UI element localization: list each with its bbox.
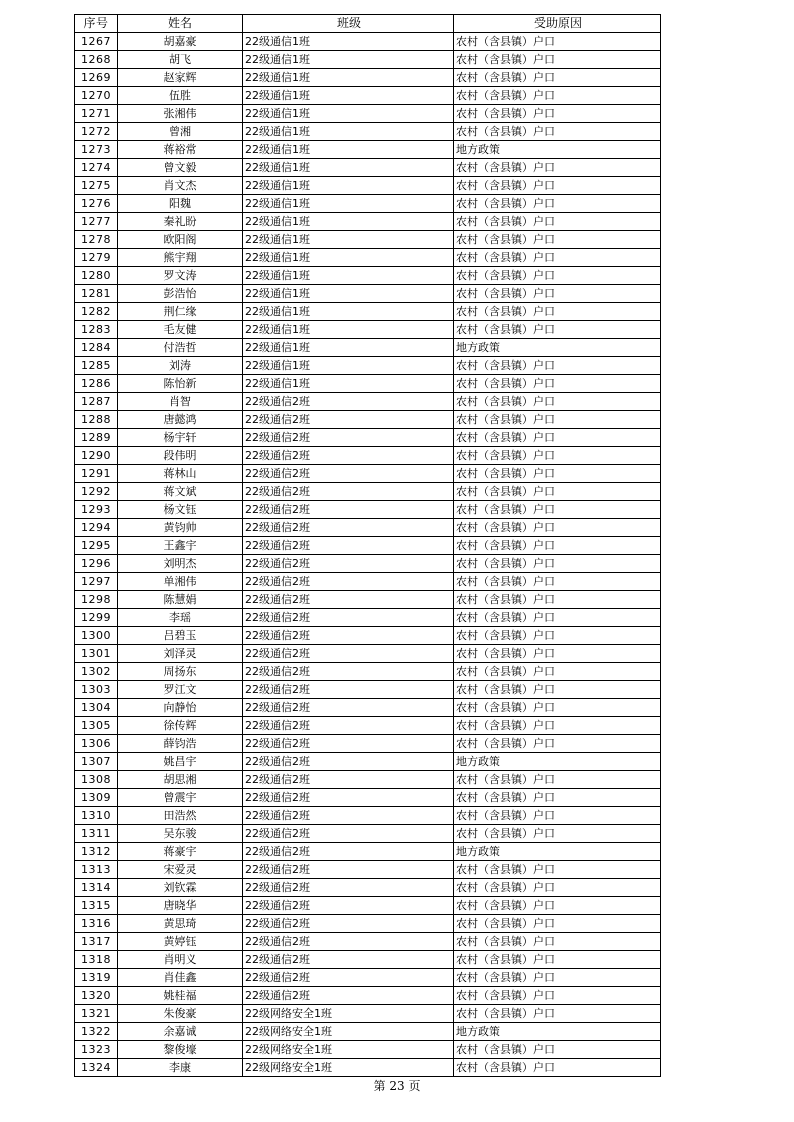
cell-serial-no: 1283 bbox=[75, 321, 118, 339]
cell-name: 蒋裕常 bbox=[118, 141, 243, 159]
cell-name: 胡思湘 bbox=[118, 771, 243, 789]
cell-name: 黄钧帅 bbox=[118, 519, 243, 537]
cell-aid-reason: 农村（含县镇）户口 bbox=[454, 375, 661, 393]
cell-serial-no: 1315 bbox=[75, 897, 118, 915]
cell-aid-reason: 地方政策 bbox=[454, 141, 661, 159]
cell-class: 22级通信2班 bbox=[243, 411, 454, 429]
cell-class: 22级通信2班 bbox=[243, 609, 454, 627]
cell-aid-reason: 农村（含县镇）户口 bbox=[454, 735, 661, 753]
cell-aid-reason: 农村（含县镇）户口 bbox=[454, 51, 661, 69]
cell-name: 唐晓华 bbox=[118, 897, 243, 915]
cell-class: 22级通信2班 bbox=[243, 969, 454, 987]
cell-class: 22级通信2班 bbox=[243, 537, 454, 555]
cell-aid-reason: 农村（含县镇）户口 bbox=[454, 681, 661, 699]
cell-aid-reason: 农村（含县镇）户口 bbox=[454, 717, 661, 735]
cell-aid-reason: 农村（含县镇）户口 bbox=[454, 195, 661, 213]
cell-serial-no: 1277 bbox=[75, 213, 118, 231]
cell-serial-no: 1297 bbox=[75, 573, 118, 591]
cell-aid-reason: 农村（含县镇）户口 bbox=[454, 501, 661, 519]
table-row bbox=[75, 519, 661, 537]
table-row bbox=[75, 321, 661, 339]
cell-serial-no: 1301 bbox=[75, 645, 118, 663]
cell-class: 22级通信2班 bbox=[243, 681, 454, 699]
cell-serial-no: 1308 bbox=[75, 771, 118, 789]
table-row bbox=[75, 537, 661, 555]
table-row bbox=[75, 141, 661, 159]
cell-class: 22级通信2班 bbox=[243, 771, 454, 789]
cell-class: 22级网络安全1班 bbox=[243, 1005, 454, 1023]
cell-name: 肖明义 bbox=[118, 951, 243, 969]
cell-name: 段伟明 bbox=[118, 447, 243, 465]
cell-name: 朱俊豪 bbox=[118, 1005, 243, 1023]
table-row bbox=[75, 285, 661, 303]
cell-aid-reason: 农村（含县镇）户口 bbox=[454, 69, 661, 87]
cell-aid-reason: 农村（含县镇）户口 bbox=[454, 1041, 661, 1059]
cell-serial-no: 1289 bbox=[75, 429, 118, 447]
cell-name: 张湘伟 bbox=[118, 105, 243, 123]
cell-serial-no: 1269 bbox=[75, 69, 118, 87]
cell-serial-no: 1318 bbox=[75, 951, 118, 969]
cell-serial-no: 1296 bbox=[75, 555, 118, 573]
table-row bbox=[75, 699, 661, 717]
cell-name: 黎俊壕 bbox=[118, 1041, 243, 1059]
cell-name: 肖佳鑫 bbox=[118, 969, 243, 987]
cell-serial-no: 1323 bbox=[75, 1041, 118, 1059]
cell-class: 22级通信2班 bbox=[243, 447, 454, 465]
cell-name: 向静怡 bbox=[118, 699, 243, 717]
cell-class: 22级通信2班 bbox=[243, 501, 454, 519]
cell-serial-no: 1304 bbox=[75, 699, 118, 717]
cell-aid-reason: 农村（含县镇）户口 bbox=[454, 249, 661, 267]
table-row bbox=[75, 591, 661, 609]
cell-class: 22级网络安全1班 bbox=[243, 1059, 454, 1077]
cell-class: 22级通信1班 bbox=[243, 51, 454, 69]
cell-name: 宋爱灵 bbox=[118, 861, 243, 879]
cell-name: 罗江文 bbox=[118, 681, 243, 699]
cell-aid-reason: 农村（含县镇）户口 bbox=[454, 483, 661, 501]
cell-class: 22级通信2班 bbox=[243, 753, 454, 771]
table-row bbox=[75, 825, 661, 843]
cell-class: 22级通信2班 bbox=[243, 573, 454, 591]
table-row bbox=[75, 717, 661, 735]
cell-class: 22级通信2班 bbox=[243, 663, 454, 681]
cell-name: 杨文钰 bbox=[118, 501, 243, 519]
cell-class: 22级通信2班 bbox=[243, 483, 454, 501]
table-row bbox=[75, 33, 661, 51]
cell-name: 刘钦霖 bbox=[118, 879, 243, 897]
cell-class: 22级通信2班 bbox=[243, 465, 454, 483]
cell-class: 22级通信2班 bbox=[243, 735, 454, 753]
cell-name: 姚昌宇 bbox=[118, 753, 243, 771]
cell-class: 22级通信1班 bbox=[243, 105, 454, 123]
cell-class: 22级网络安全1班 bbox=[243, 1041, 454, 1059]
cell-class: 22级通信1班 bbox=[243, 213, 454, 231]
cell-serial-no: 1319 bbox=[75, 969, 118, 987]
cell-aid-reason: 农村（含县镇）户口 bbox=[454, 915, 661, 933]
cell-class: 22级通信2班 bbox=[243, 393, 454, 411]
table-row bbox=[75, 735, 661, 753]
cell-name: 阳魏 bbox=[118, 195, 243, 213]
cell-aid-reason: 农村（含县镇）户口 bbox=[454, 861, 661, 879]
table-row bbox=[75, 501, 661, 519]
table-row bbox=[75, 789, 661, 807]
cell-serial-no: 1286 bbox=[75, 375, 118, 393]
cell-serial-no: 1303 bbox=[75, 681, 118, 699]
cell-aid-reason: 农村（含县镇）户口 bbox=[454, 87, 661, 105]
cell-class: 22级通信1班 bbox=[243, 267, 454, 285]
table-row bbox=[75, 951, 661, 969]
cell-serial-no: 1274 bbox=[75, 159, 118, 177]
cell-aid-reason: 农村（含县镇）户口 bbox=[454, 771, 661, 789]
cell-name: 彭浩怡 bbox=[118, 285, 243, 303]
cell-name: 唐懿鸿 bbox=[118, 411, 243, 429]
table-row bbox=[75, 231, 661, 249]
cell-aid-reason: 农村（含县镇）户口 bbox=[454, 663, 661, 681]
cell-serial-no: 1270 bbox=[75, 87, 118, 105]
cell-serial-no: 1307 bbox=[75, 753, 118, 771]
table-row bbox=[75, 987, 661, 1005]
cell-serial-no: 1290 bbox=[75, 447, 118, 465]
cell-class: 22级通信2班 bbox=[243, 627, 454, 645]
cell-class: 22级通信2班 bbox=[243, 987, 454, 1005]
cell-name: 黄思琦 bbox=[118, 915, 243, 933]
cell-name: 田浩然 bbox=[118, 807, 243, 825]
cell-serial-no: 1317 bbox=[75, 933, 118, 951]
table-row bbox=[75, 51, 661, 69]
table-row bbox=[75, 123, 661, 141]
cell-name: 伍胜 bbox=[118, 87, 243, 105]
cell-name: 李康 bbox=[118, 1059, 243, 1077]
page-number: 第 23 页 bbox=[373, 1079, 421, 1093]
cell-serial-no: 1313 bbox=[75, 861, 118, 879]
cell-serial-no: 1295 bbox=[75, 537, 118, 555]
cell-class: 22级通信2班 bbox=[243, 807, 454, 825]
cell-serial-no: 1279 bbox=[75, 249, 118, 267]
cell-name: 蒋文斌 bbox=[118, 483, 243, 501]
cell-serial-no: 1268 bbox=[75, 51, 118, 69]
cell-name: 刘泽灵 bbox=[118, 645, 243, 663]
cell-aid-reason: 地方政策 bbox=[454, 753, 661, 771]
cell-class: 22级网络安全1班 bbox=[243, 1023, 454, 1041]
cell-serial-no: 1305 bbox=[75, 717, 118, 735]
cell-class: 22级通信2班 bbox=[243, 519, 454, 537]
cell-serial-no: 1271 bbox=[75, 105, 118, 123]
cell-name: 杨宇轩 bbox=[118, 429, 243, 447]
cell-serial-no: 1293 bbox=[75, 501, 118, 519]
table-row bbox=[75, 483, 661, 501]
cell-class: 22级通信1班 bbox=[243, 285, 454, 303]
cell-serial-no: 1311 bbox=[75, 825, 118, 843]
cell-serial-no: 1322 bbox=[75, 1023, 118, 1041]
table-row bbox=[75, 609, 661, 627]
cell-name: 胡嘉豪 bbox=[118, 33, 243, 51]
cell-aid-reason: 农村（含县镇）户口 bbox=[454, 879, 661, 897]
cell-class: 22级通信1班 bbox=[243, 177, 454, 195]
cell-class: 22级通信2班 bbox=[243, 789, 454, 807]
table-row bbox=[75, 915, 661, 933]
cell-serial-no: 1298 bbox=[75, 591, 118, 609]
header-aid-reason: 受助原因 bbox=[454, 15, 661, 33]
cell-aid-reason: 农村（含县镇）户口 bbox=[454, 357, 661, 375]
cell-class: 22级通信2班 bbox=[243, 879, 454, 897]
cell-name: 陈慧娟 bbox=[118, 591, 243, 609]
cell-serial-no: 1316 bbox=[75, 915, 118, 933]
cell-aid-reason: 农村（含县镇）户口 bbox=[454, 951, 661, 969]
cell-class: 22级通信2班 bbox=[243, 933, 454, 951]
cell-aid-reason: 农村（含县镇）户口 bbox=[454, 177, 661, 195]
cell-serial-no: 1278 bbox=[75, 231, 118, 249]
cell-name: 周扬东 bbox=[118, 663, 243, 681]
table-row bbox=[75, 87, 661, 105]
cell-aid-reason: 地方政策 bbox=[454, 339, 661, 357]
table-row bbox=[75, 357, 661, 375]
cell-aid-reason: 农村（含县镇）户口 bbox=[454, 393, 661, 411]
cell-aid-reason: 农村（含县镇）户口 bbox=[454, 1005, 661, 1023]
cell-aid-reason: 地方政策 bbox=[454, 843, 661, 861]
cell-name: 曾震宇 bbox=[118, 789, 243, 807]
cell-class: 22级通信1班 bbox=[243, 69, 454, 87]
table-row bbox=[75, 627, 661, 645]
table-row bbox=[75, 177, 661, 195]
table-row bbox=[75, 1041, 661, 1059]
cell-class: 22级通信1班 bbox=[243, 339, 454, 357]
cell-aid-reason: 农村（含县镇）户口 bbox=[454, 321, 661, 339]
cell-class: 22级通信2班 bbox=[243, 555, 454, 573]
cell-name: 薛钧浩 bbox=[118, 735, 243, 753]
cell-name: 曾湘 bbox=[118, 123, 243, 141]
cell-name: 刘明杰 bbox=[118, 555, 243, 573]
cell-aid-reason: 农村（含县镇）户口 bbox=[454, 411, 661, 429]
cell-aid-reason: 农村（含县镇）户口 bbox=[454, 303, 661, 321]
cell-serial-no: 1312 bbox=[75, 843, 118, 861]
cell-class: 22级通信2班 bbox=[243, 897, 454, 915]
table-row bbox=[75, 375, 661, 393]
cell-serial-no: 1291 bbox=[75, 465, 118, 483]
cell-aid-reason: 农村（含县镇）户口 bbox=[454, 897, 661, 915]
cell-serial-no: 1287 bbox=[75, 393, 118, 411]
header-class: 班级 bbox=[243, 15, 454, 33]
table-row bbox=[75, 663, 661, 681]
cell-name: 徐传辉 bbox=[118, 717, 243, 735]
cell-class: 22级通信1班 bbox=[243, 375, 454, 393]
cell-aid-reason: 农村（含县镇）户口 bbox=[454, 267, 661, 285]
table-row bbox=[75, 159, 661, 177]
cell-aid-reason: 农村（含县镇）户口 bbox=[454, 105, 661, 123]
cell-serial-no: 1309 bbox=[75, 789, 118, 807]
cell-name: 吴东骏 bbox=[118, 825, 243, 843]
table-row bbox=[75, 411, 661, 429]
cell-serial-no: 1276 bbox=[75, 195, 118, 213]
cell-name: 黄婷钰 bbox=[118, 933, 243, 951]
table-row bbox=[75, 303, 661, 321]
cell-aid-reason: 农村（含县镇）户口 bbox=[454, 825, 661, 843]
table-row bbox=[75, 1005, 661, 1023]
cell-name: 王鑫宇 bbox=[118, 537, 243, 555]
cell-aid-reason: 农村（含县镇）户口 bbox=[454, 969, 661, 987]
cell-class: 22级通信1班 bbox=[243, 87, 454, 105]
cell-aid-reason: 农村（含县镇）户口 bbox=[454, 591, 661, 609]
cell-aid-reason: 农村（含县镇）户口 bbox=[454, 123, 661, 141]
cell-class: 22级通信2班 bbox=[243, 825, 454, 843]
table-row bbox=[75, 969, 661, 987]
cell-class: 22级通信1班 bbox=[243, 33, 454, 51]
table-row bbox=[75, 573, 661, 591]
cell-class: 22级通信2班 bbox=[243, 861, 454, 879]
cell-serial-no: 1306 bbox=[75, 735, 118, 753]
table-row bbox=[75, 339, 661, 357]
cell-aid-reason: 农村（含县镇）户口 bbox=[454, 699, 661, 717]
table-row bbox=[75, 933, 661, 951]
table-row bbox=[75, 1023, 661, 1041]
cell-name: 毛友健 bbox=[118, 321, 243, 339]
table-row bbox=[75, 213, 661, 231]
table-row bbox=[75, 645, 661, 663]
table-body bbox=[75, 33, 661, 1077]
cell-class: 22级通信2班 bbox=[243, 645, 454, 663]
table-row bbox=[75, 807, 661, 825]
cell-serial-no: 1324 bbox=[75, 1059, 118, 1077]
cell-serial-no: 1320 bbox=[75, 987, 118, 1005]
cell-serial-no: 1272 bbox=[75, 123, 118, 141]
cell-class: 22级通信1班 bbox=[243, 141, 454, 159]
table-row bbox=[75, 195, 661, 213]
cell-serial-no: 1285 bbox=[75, 357, 118, 375]
cell-serial-no: 1302 bbox=[75, 663, 118, 681]
table-row bbox=[75, 69, 661, 87]
cell-name: 蒋豪宇 bbox=[118, 843, 243, 861]
cell-name: 余嘉诚 bbox=[118, 1023, 243, 1041]
table-row bbox=[75, 879, 661, 897]
table-row bbox=[75, 681, 661, 699]
cell-aid-reason: 农村（含县镇）户口 bbox=[454, 555, 661, 573]
cell-aid-reason: 农村（含县镇）户口 bbox=[454, 609, 661, 627]
cell-serial-no: 1292 bbox=[75, 483, 118, 501]
table-row bbox=[75, 897, 661, 915]
header-serial-no: 序号 bbox=[75, 15, 118, 33]
cell-aid-reason: 农村（含县镇）户口 bbox=[454, 231, 661, 249]
cell-aid-reason: 农村（含县镇）户口 bbox=[454, 789, 661, 807]
cell-aid-reason: 农村（含县镇）户口 bbox=[454, 807, 661, 825]
cell-name: 胡飞 bbox=[118, 51, 243, 69]
cell-class: 22级通信2班 bbox=[243, 699, 454, 717]
cell-serial-no: 1321 bbox=[75, 1005, 118, 1023]
cell-class: 22级通信2班 bbox=[243, 843, 454, 861]
cell-serial-no: 1314 bbox=[75, 879, 118, 897]
cell-name: 刘涛 bbox=[118, 357, 243, 375]
table-row bbox=[75, 447, 661, 465]
table-row bbox=[75, 105, 661, 123]
cell-serial-no: 1299 bbox=[75, 609, 118, 627]
cell-aid-reason: 农村（含县镇）户口 bbox=[454, 573, 661, 591]
table-row bbox=[75, 843, 661, 861]
cell-class: 22级通信2班 bbox=[243, 717, 454, 735]
cell-serial-no: 1284 bbox=[75, 339, 118, 357]
header-name: 姓名 bbox=[118, 15, 243, 33]
cell-aid-reason: 农村（含县镇）户口 bbox=[454, 429, 661, 447]
cell-name: 熊宇翔 bbox=[118, 249, 243, 267]
table-row bbox=[75, 861, 661, 879]
cell-serial-no: 1300 bbox=[75, 627, 118, 645]
cell-serial-no: 1310 bbox=[75, 807, 118, 825]
table-row bbox=[75, 429, 661, 447]
table-row bbox=[75, 465, 661, 483]
cell-aid-reason: 农村（含县镇）户口 bbox=[454, 447, 661, 465]
cell-name: 赵家辉 bbox=[118, 69, 243, 87]
cell-serial-no: 1280 bbox=[75, 267, 118, 285]
cell-serial-no: 1294 bbox=[75, 519, 118, 537]
cell-aid-reason: 农村（含县镇）户口 bbox=[454, 537, 661, 555]
table-row bbox=[75, 249, 661, 267]
table-row bbox=[75, 555, 661, 573]
cell-name: 付浩哲 bbox=[118, 339, 243, 357]
cell-name: 欧阳阁 bbox=[118, 231, 243, 249]
cell-aid-reason: 农村（含县镇）户口 bbox=[454, 285, 661, 303]
cell-serial-no: 1282 bbox=[75, 303, 118, 321]
cell-class: 22级通信1班 bbox=[243, 303, 454, 321]
cell-serial-no: 1275 bbox=[75, 177, 118, 195]
cell-name: 蒋林山 bbox=[118, 465, 243, 483]
cell-class: 22级通信2班 bbox=[243, 591, 454, 609]
cell-class: 22级通信1班 bbox=[243, 231, 454, 249]
cell-name: 吕碧玉 bbox=[118, 627, 243, 645]
cell-aid-reason: 农村（含县镇）户口 bbox=[454, 987, 661, 1005]
cell-class: 22级通信1班 bbox=[243, 321, 454, 339]
cell-name: 肖智 bbox=[118, 393, 243, 411]
cell-aid-reason: 农村（含县镇）户口 bbox=[454, 519, 661, 537]
table-row bbox=[75, 393, 661, 411]
cell-class: 22级通信2班 bbox=[243, 429, 454, 447]
cell-aid-reason: 农村（含县镇）户口 bbox=[454, 33, 661, 51]
cell-serial-no: 1281 bbox=[75, 285, 118, 303]
cell-serial-no: 1288 bbox=[75, 411, 118, 429]
cell-name: 荆仁缘 bbox=[118, 303, 243, 321]
cell-serial-no: 1273 bbox=[75, 141, 118, 159]
cell-name: 罗文涛 bbox=[118, 267, 243, 285]
table-row bbox=[75, 267, 661, 285]
cell-class: 22级通信1班 bbox=[243, 159, 454, 177]
cell-name: 单湘伟 bbox=[118, 573, 243, 591]
student-aid-table bbox=[74, 14, 661, 1077]
cell-class: 22级通信1班 bbox=[243, 357, 454, 375]
cell-aid-reason: 农村（含县镇）户口 bbox=[454, 627, 661, 645]
table-row bbox=[75, 771, 661, 789]
cell-aid-reason: 农村（含县镇）户口 bbox=[454, 933, 661, 951]
cell-class: 22级通信2班 bbox=[243, 915, 454, 933]
cell-name: 李瑶 bbox=[118, 609, 243, 627]
table-row bbox=[75, 1059, 661, 1077]
cell-class: 22级通信1班 bbox=[243, 123, 454, 141]
cell-class: 22级通信2班 bbox=[243, 951, 454, 969]
cell-aid-reason: 农村（含县镇）户口 bbox=[454, 465, 661, 483]
cell-name: 陈怡新 bbox=[118, 375, 243, 393]
cell-name: 秦礼盼 bbox=[118, 213, 243, 231]
table-header-row bbox=[75, 15, 661, 33]
cell-aid-reason: 农村（含县镇）户口 bbox=[454, 1059, 661, 1077]
cell-class: 22级通信1班 bbox=[243, 195, 454, 213]
cell-name: 曾文毅 bbox=[118, 159, 243, 177]
table-row bbox=[75, 753, 661, 771]
cell-name: 姚桂福 bbox=[118, 987, 243, 1005]
cell-aid-reason: 农村（含县镇）户口 bbox=[454, 213, 661, 231]
cell-aid-reason: 农村（含县镇）户口 bbox=[454, 645, 661, 663]
cell-aid-reason: 地方政策 bbox=[454, 1023, 661, 1041]
cell-class: 22级通信1班 bbox=[243, 249, 454, 267]
cell-serial-no: 1267 bbox=[75, 33, 118, 51]
cell-aid-reason: 农村（含县镇）户口 bbox=[454, 159, 661, 177]
cell-name: 肖文杰 bbox=[118, 177, 243, 195]
